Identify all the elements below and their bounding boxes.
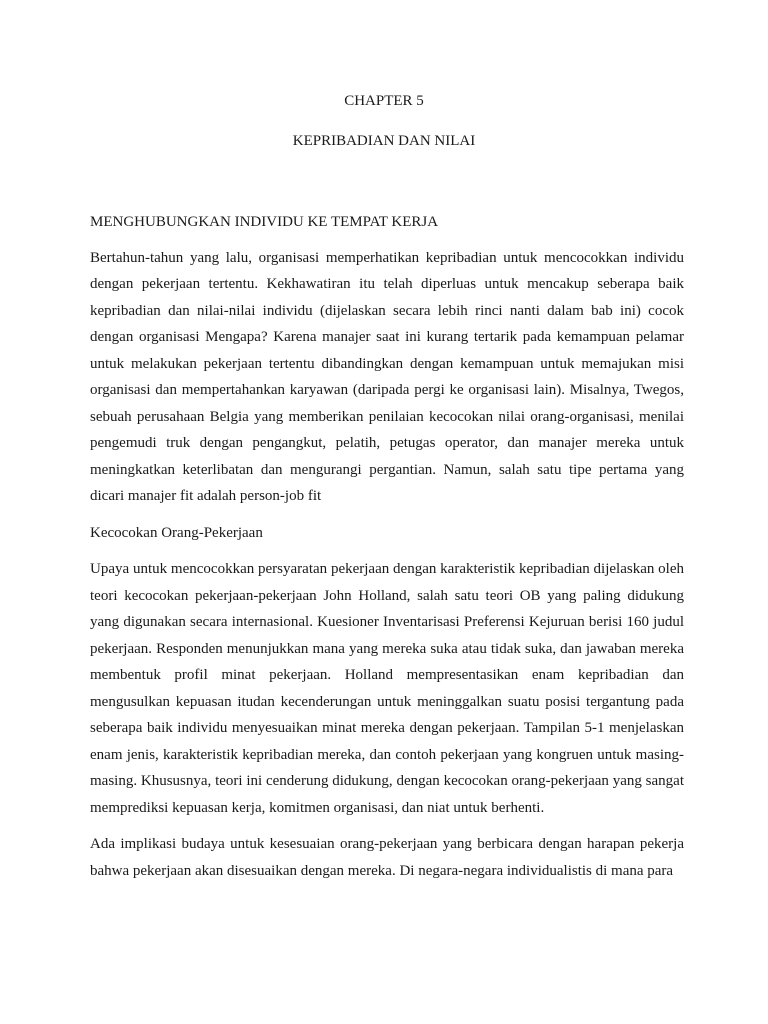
chapter-title: KEPRIBADIAN DAN NILAI xyxy=(292,133,476,149)
body-paragraph: Bertahun-tahun yang lalu, organisasi memperhatikan kepribadian untuk mencocokkan individu dengan pekerjaan tertentu. Kekhawatiran itu telah diperluas untuk mencakup seberapa baik kepribadian dan nilai-nilai individu (dijelaskan secara lebih rinci nanti dalam bab ini) cocok dengan organisasi Mengapa? Karena manajer saat ini kurang tertarik pada kemampuan pelamar untuk melakukan pekerjaan tertentu dibandingkan dengan kemampuan untuk memajukan misi organisasi dan mempertahankan karyawan (daripada pergi ke organisasi lain). Misalnya, Twegos, sebuah perusahaan Belgia yang memberikan penilaian kecocokan nilai orang-organisasi, menilai pengemudi truk dengan pengangkut, pelatih, petugas operator, dan manajer mereka untuk meningkatkan keterlibatan dan mengurangi pergantian. Namun, salah satu tipe pertama yang dicari manajer fit adalah person-job fit xyxy=(90,249,684,504)
body-paragraph: Ada implikasi budaya untuk kesesuaian orang-pekerjaan yang berbicara dengan harapan pekerja bahwa pekerjaan akan disesuaikan dengan mereka. Di negara-negara individualistis di mana para xyxy=(90,836,684,879)
chapter-label: CHAPTER 5 xyxy=(344,93,424,109)
subsection-heading: Kecocokan Orang-Pekerjaan xyxy=(90,524,263,541)
document-body xyxy=(90,209,684,894)
section-heading: MENGHUBUNGKAN INDIVIDU KE TEMPAT KERJA xyxy=(90,214,439,230)
body-paragraph: Upaya untuk mencocokkan persyaratan pekerjaan dengan karakteristik kepribadian dijelaskan oleh teori kecocokan pekerjaan-pekerjaan John Holland, salah satu teori OB yang paling didukung yang digunakan secara internasional. Kuesioner Inventarisasi Preferensi Kejuruan berisi 160 judul pekerjaan. Responden menunjukkan mana yang mereka suka atau tidak suka, dan jawaban mereka membentuk profil minat pekerjaan. Holland mempresentasikan enam kepribadian dan mengusulkan kepuasan itudan kecenderungan untuk meninggalkan suatu posisi tergantung pada seberapa baik individu menyesuaikan minat mereka dengan pekerjaan. Tampilan 5-1 menjelaskan enam jenis, karakteristik kepribadian mereka, dan contoh pekerjaan yang kongruen untuk masing-masing. Khususnya, teori ini cenderung didukung, dengan kecocokan orang-pekerjaan yang sangat memprediksi kepuasan kerja, komitmen organisasi, dan niat untuk berhenti. xyxy=(90,561,684,816)
